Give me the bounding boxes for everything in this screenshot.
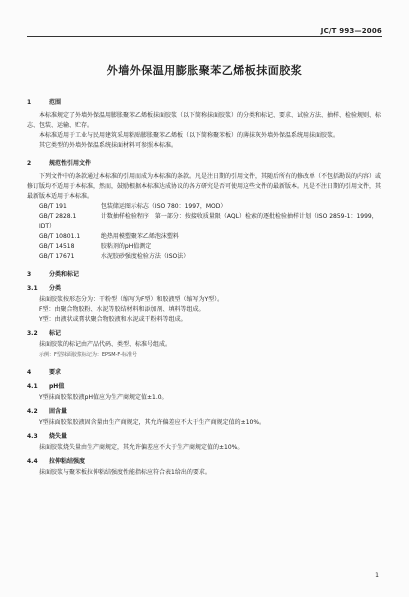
section-title: 规范性引用文件	[49, 160, 92, 167]
section-number: 1	[27, 99, 32, 106]
reference-item	[27, 212, 382, 232]
subsection-title: pH值	[49, 383, 65, 390]
header-rule	[27, 36, 382, 37]
subsection-3-1-heading	[27, 284, 382, 294]
reference-code: GB/T 10801.1	[39, 233, 81, 240]
paragraph: Y型抹面胶浆胶液pH值应为生产商规定值±1.0。	[39, 394, 168, 401]
paragraph: 其它类型的外墙外保温系统抹面材料可参照本标准。	[39, 142, 178, 149]
page-number: 1	[375, 572, 379, 579]
paragraph: 本标准适用于工业与民用建筑采用粘贴膨胀聚苯乙烯板（以下简称聚苯板）的薄抹灰外墙外保温系统用抹面胶浆。	[39, 132, 340, 139]
subsection-number: 3.1	[27, 285, 38, 292]
section-1-heading	[27, 98, 382, 108]
section-title: 要求	[49, 369, 62, 376]
paragraph: Y型：由液状或膏状聚合物胶液和水泥或干粉料等组成。	[39, 316, 187, 323]
subsection-number: 4.3	[27, 433, 38, 440]
reference-item	[27, 252, 382, 262]
reference-code: GB/T 191	[39, 203, 67, 210]
section-title: 范围	[49, 99, 62, 106]
subsection-title: 分类	[49, 285, 62, 292]
paragraph: 本标准规定了外墙外保温用膨胀聚苯乙烯板抹面胶浆（以下简称抹面胶浆）的分类和标记、要求、试验方法、抽样、检验规则、标志、包装、运输、贮存。	[27, 112, 382, 129]
subsection-4-3-heading	[27, 432, 382, 442]
reference-title: 绝热用模塑聚苯乙烯泡沫塑料	[100, 233, 179, 240]
reference-title: 计数抽样检验程序 第一部分：按接收质量限（AQL）检索的逐批检验抽样计划（ISO 2859-1：1999，IDT）	[39, 213, 378, 230]
subsection-number: 4.2	[27, 408, 38, 415]
subsection-number: 3.2	[27, 330, 38, 337]
reference-code: GB/T 14518	[39, 243, 75, 250]
reference-code: GB/T 17671	[39, 253, 75, 260]
section-4-heading	[27, 368, 382, 378]
reference-title: 水泥胶砂强度检验方法（ISO法）	[100, 253, 190, 260]
section-title: 分类和标记	[49, 271, 80, 278]
subsection-number: 4.1	[27, 383, 38, 390]
subsection-title: 烧失量	[49, 433, 68, 440]
subsection-title: 固含量	[49, 408, 68, 415]
reference-title: 包装储运图示标志（ISO 780：1997，MOD）	[100, 203, 227, 210]
section-3-heading	[27, 270, 382, 280]
reference-code: GB/T 2828.1	[39, 213, 77, 220]
subsection-4-1-heading	[27, 382, 382, 392]
document-code: JC/T 993—2006	[320, 27, 382, 35]
paragraph: Y型抹面胶浆胶液固含量由生产商规定，其允许偏差应不大于生产商规定值的±10%。	[39, 419, 266, 426]
section-2-heading	[27, 159, 382, 169]
reference-item	[27, 202, 382, 212]
subsection-title: 标记	[49, 330, 62, 337]
subsection-3-2-heading	[27, 329, 382, 339]
marking-example: 示例：F型抹面胶浆标记为：EPSM-F-标准号	[39, 352, 138, 358]
section-number: 2	[27, 160, 32, 167]
paragraph: 抹面胶浆按形态分为：干粉型（缩写为F型）和胶液型（缩写为Y型）。	[39, 296, 224, 303]
reference-title: 胶粘剂的pH值测定	[100, 243, 152, 250]
subsection-4-4-heading	[27, 457, 382, 467]
section-number: 3	[27, 271, 32, 278]
paragraph: 抹面胶浆与聚苯板拉伸粘结强度性能指标应符合表1给出的要求。	[39, 469, 211, 476]
subsection-4-2-heading	[27, 407, 382, 417]
paragraph: 下列文件中的条款通过本标准的引用而成为本标准的条款。凡是注日期的引用文件，其随后所有的修改单（不包括勘误的内容）或修订版均不适用于本标准，然而，鼓励根据本标准达成协议的各方研究是否可使用这些文件的最新版本。凡是不注日期的引用文件，其最新版本适用于本标准。	[27, 173, 382, 200]
document-title: 外墙外保温用膨胀聚苯乙烯板抹面胶浆	[106, 64, 303, 77]
subsection-title: 拉伸粘结强度	[49, 458, 86, 465]
document-body	[27, 98, 382, 478]
reference-item	[27, 232, 382, 242]
subsection-number: 4.4	[27, 458, 38, 465]
paragraph: 抹面胶浆的标记由产品代码、类型、标准号组成。	[39, 341, 172, 348]
paragraph: 抹面胶浆烧失量由生产商规定，其允许偏差应不大于生产商规定值的±10%。	[39, 444, 244, 451]
paragraph: F型：由聚合物胶粉、水泥等胶结材料和添加剂、填料等组成。	[39, 306, 205, 313]
reference-item	[27, 242, 382, 252]
section-number: 4	[27, 369, 32, 376]
